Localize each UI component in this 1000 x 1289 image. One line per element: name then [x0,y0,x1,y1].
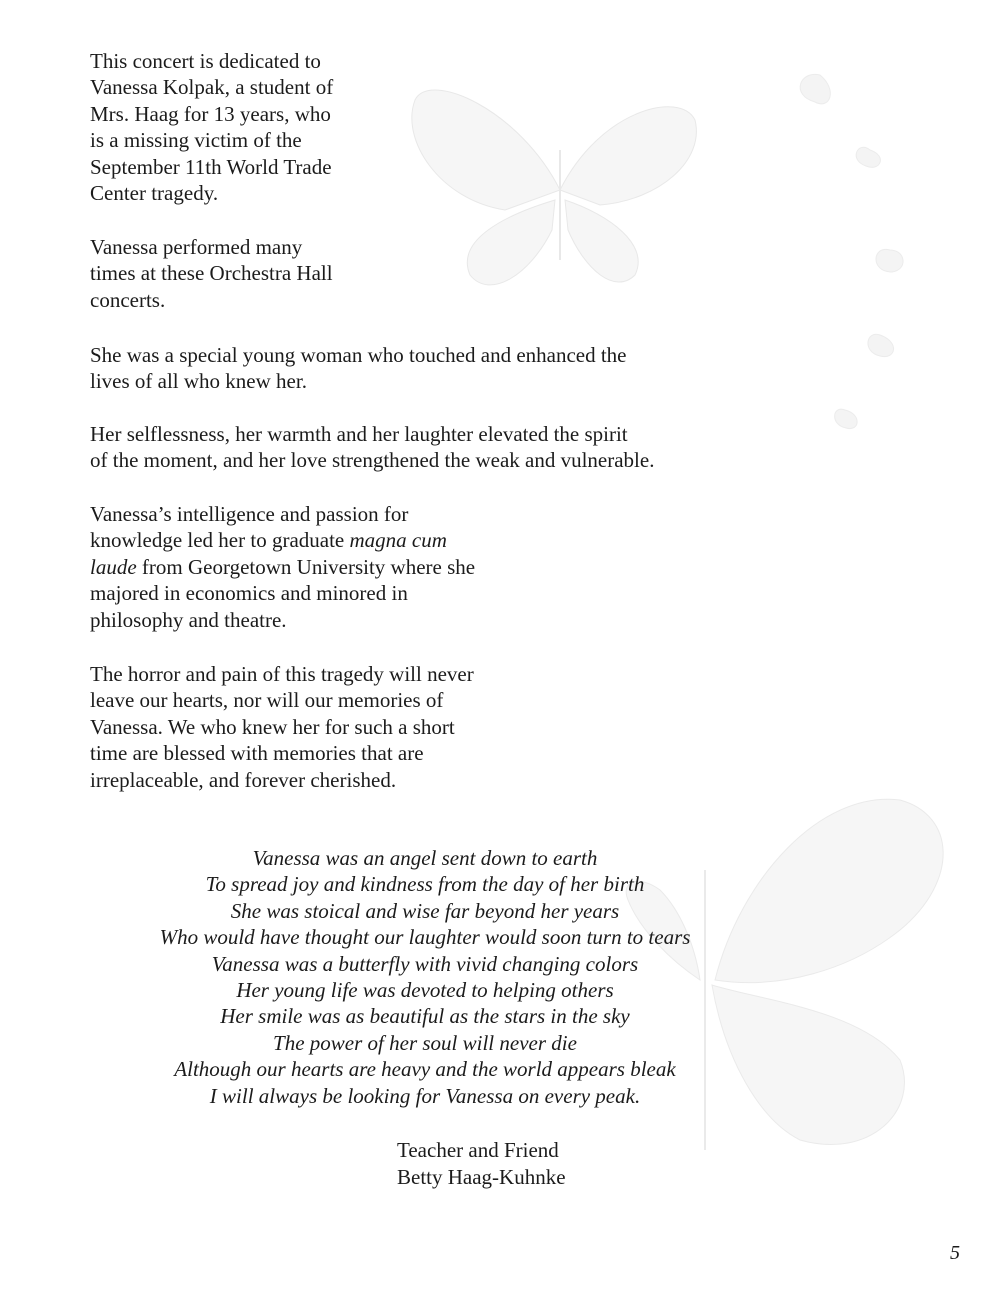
remembrance-paragraph: The horror and pain of this tragedy will never leave our hearts, nor will our memories of Vanessa. We who knew her for such a short time are blessed with memories that are irreplaceable, and forever cherished. [90,662,474,792]
tribute-paragraph: She was a special young woman who touched and enhanced the lives of all who knew her. [90,343,627,394]
signature-role: Teacher and Friend [397,1138,559,1162]
signature-name: Betty Haag-Kuhnke [397,1164,566,1189]
poem-line: Her smile was as beautiful as the stars in the sky [220,1004,630,1029]
poem-line: Who would have thought our laughter would soon turn to tears [159,925,691,950]
memorial-poem [100,845,750,1109]
signature-block [397,1137,566,1190]
poem-line: Vanessa was an angel sent down to earth [252,846,598,870]
poem-line: The power of her soul will never die [273,1030,577,1055]
poem-line: She was stoical and wise far beyond her years [230,898,620,923]
poem-line: Vanessa was a butterfly with vivid changing colors [211,951,639,976]
dedication-paragraph: This concert is dedicated to Vanessa Kolpak, a student of Mrs. Haag for 13 years, who is a missing victim of the September 11th World Trade Center tragedy. [90,49,334,206]
education-text-start: Vanessa’s intelligence and passion for knowledge led her to graduate [90,502,409,553]
performance-paragraph: Vanessa performed many times at these Orchestra Hall concerts. [90,235,333,312]
page-number: 5 [950,1242,960,1264]
character-paragraph: Her selflessness, her warmth and her laughter elevated the spirit of the moment, and her love strengthened the weak and vulnerable. [90,422,655,473]
poem-line: Her young life was devoted to helping others [236,978,614,1003]
poem-line: Although our hearts are heavy and the world appears bleak [174,1057,676,1082]
latin-honor-text: magna cum laude [90,528,447,579]
poem-line: To spread joy and kindness from the day of her birth [205,872,645,897]
education-text-end: from Georgetown University where she majored in economics and minored in philosophy and theatre. [90,554,476,632]
poem-line: I will always be looking for Vanessa on every peak. [209,1083,641,1108]
education-paragraph [90,501,475,633]
